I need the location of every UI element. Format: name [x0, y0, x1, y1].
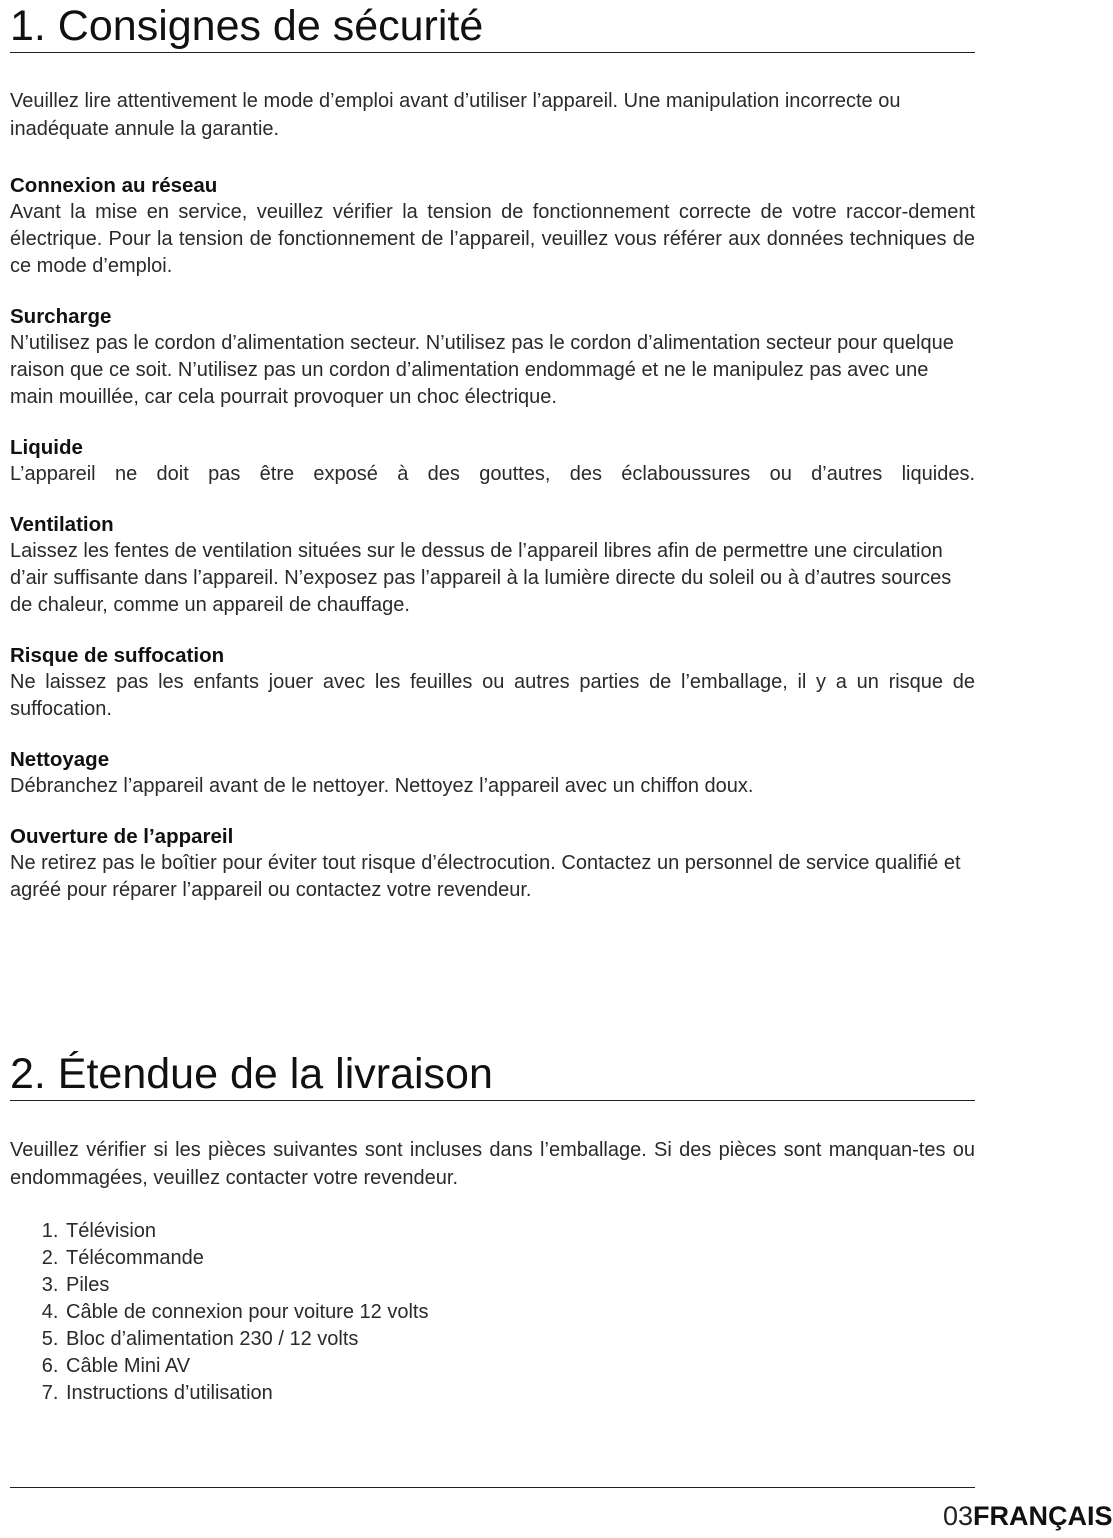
section-suffocation: [10, 643, 975, 723]
section-text: Laissez les fentes de ventilation situées sur le dessus de l’appareil libres afin de permettre une circulation d’air suffisante dans l’appareil. N’exposez pas l’appareil à la lumière directe du soleil ou à d’autres sources de chaleur, comme un appareil de chauffage.: [10, 540, 952, 616]
list-item: 6. Câble Mini AV: [64, 1353, 428, 1380]
section-heading: Ouverture de l’appareil: [10, 825, 234, 848]
section-heading: Connexion au réseau: [10, 174, 218, 197]
section-text: Débranchez l’appareil avant de le nettoyer. Nettoyez l’appareil avec un chiffon doux.: [10, 775, 754, 797]
list-item: 2. Télécommande: [64, 1245, 428, 1272]
section-text: L’appareil ne doit pas être exposé à des gouttes, des éclaboussures ou d’autres liquides.: [10, 463, 975, 485]
section-text: Ne laissez pas les enfants jouer avec les feuilles ou autres parties de l’emballage, il y a un risque de suffocation.: [10, 671, 975, 720]
section-ventilation: [10, 512, 975, 619]
section-overload: [10, 304, 975, 411]
document-page: [10, 0, 975, 1404]
footer-divider: [10, 1487, 975, 1488]
section-opening-device: [10, 824, 975, 904]
page-number: 03: [943, 1501, 974, 1531]
list-item: 1. Télévision: [64, 1218, 428, 1245]
section-text: Avant la mise en service, veuillez vérifier la tension de fonctionnement correcte de votre raccor-dement électrique. Pour la tension de fonctionnement de l’appareil, veuillez vous référer aux données techniques de ce mode d’emploi.: [10, 201, 975, 277]
list-item: 4. Câble de connexion pour voiture 12 volts: [64, 1299, 428, 1326]
list-item: 5. Bloc d’alimentation 230 / 12 volts: [64, 1326, 428, 1353]
footer-language: FRANÇAIS: [973, 1501, 1113, 1531]
section-heading: Nettoyage: [10, 748, 110, 771]
list-item: 7. Instructions d’utilisation: [64, 1380, 428, 1407]
section-heading: Risque de suffocation: [10, 644, 225, 667]
delivery-intro: Veuillez vérifier si les pièces suivantes sont incluses dans l’emballage. Si des pièces sont manquan-tes ou endommagées, veuillez contacter votre revendeur.: [10, 1139, 975, 1189]
section-cleaning: [10, 747, 975, 800]
safety-intro: Veuillez lire attentivement le mode d’emploi avant d’utiliser l’appareil. Une manipulation incorrecte ou inadéquate annule la garantie.: [10, 90, 901, 140]
section-heading: Ventilation: [10, 513, 114, 536]
section-title-delivery: 2. Étendue de la livraison: [10, 1048, 975, 1101]
delivery-item-list: [10, 1218, 428, 1407]
section-power-connection: [10, 173, 975, 280]
section-heading: Liquide: [10, 436, 83, 459]
section-title-safety: 1. Consignes de sécurité: [10, 0, 975, 53]
list-item: 3. Piles: [64, 1272, 428, 1299]
section-liquid: [10, 435, 975, 488]
section-heading: Surcharge: [10, 305, 112, 328]
section-text: N’utilisez pas le cordon d’alimentation secteur. N’utilisez pas le cordon d’alimentation secteur pour quelque raison que ce soit. N’utilisez pas un cordon d’alimentation endommagé et ne le manipulez pas avec une main mouillée, car cela pourrait provoquer un choc électrique.: [10, 332, 954, 408]
page-footer: [943, 1499, 1113, 1533]
section-text: Ne retirez pas le boîtier pour éviter tout risque d’électrocution. Contactez un personnel de service qualifié et agréé pour réparer l’appareil ou contactez votre revendeur.: [10, 852, 961, 901]
